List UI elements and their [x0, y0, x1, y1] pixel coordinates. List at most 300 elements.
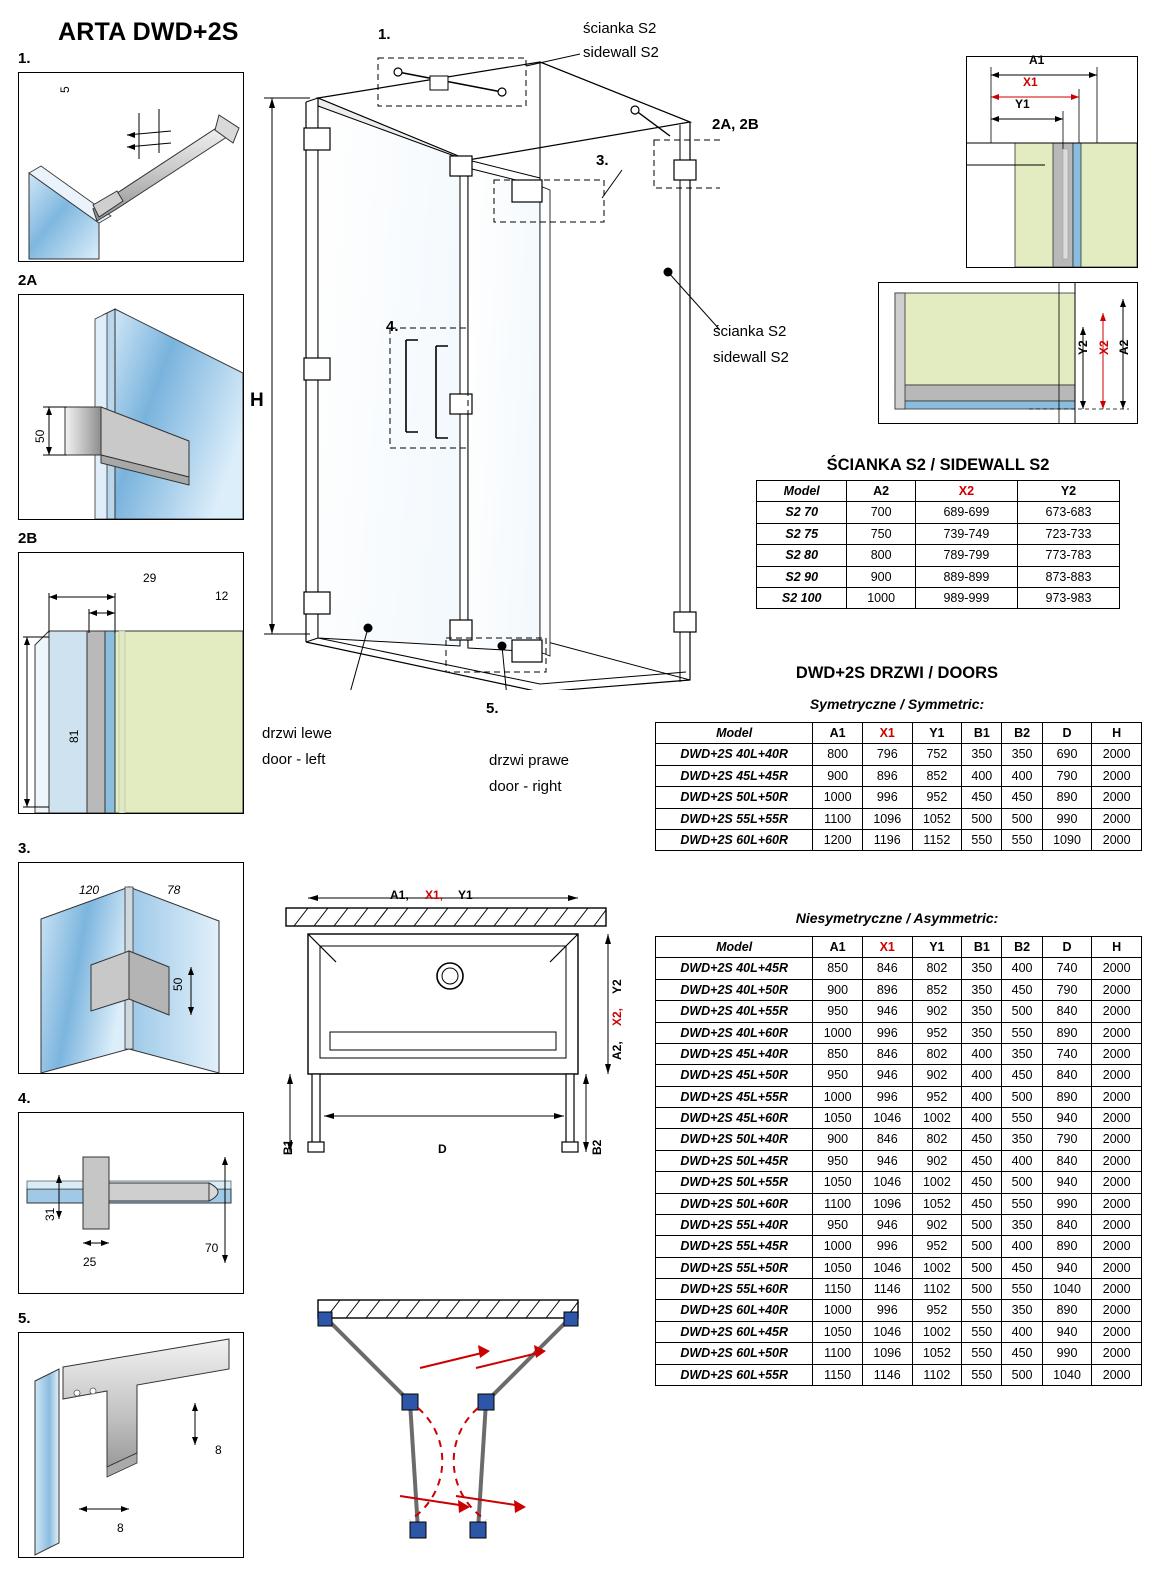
cell-value: 1152 — [912, 829, 962, 850]
col-y2: Y2 — [1017, 481, 1119, 502]
table-row — [656, 1321, 1142, 1342]
cell-value: 1146 — [862, 1364, 912, 1385]
table-row — [656, 1257, 1142, 1278]
cell-value: 890 — [1042, 1300, 1092, 1321]
cell-value: 990 — [1042, 1193, 1092, 1214]
col-b1: B1 — [962, 937, 1002, 958]
cell-value: 2000 — [1092, 979, 1142, 1000]
cell-value: 450 — [962, 1129, 1002, 1150]
cell-value: 500 — [1002, 1172, 1042, 1193]
detail-2a-number: 2A — [18, 272, 38, 289]
cell-value: 450 — [962, 1172, 1002, 1193]
cell-model: DWD+2S 60L+50R — [656, 1343, 813, 1364]
cell-value: 350 — [962, 744, 1002, 765]
col-h: H — [1092, 937, 1142, 958]
cell-value: 400 — [1002, 1321, 1042, 1342]
cell-value: 952 — [912, 1022, 962, 1043]
cell-model: DWD+2S 55L+50R — [656, 1257, 813, 1278]
cell-model: DWD+2S 60L+55R — [656, 1364, 813, 1385]
corner-dim-A2: A2 — [1117, 339, 1131, 355]
detail-2b-number: 2B — [18, 530, 38, 547]
table-row — [757, 545, 1120, 566]
cell-value: 1090 — [1042, 829, 1092, 850]
cell-value: 2000 — [1092, 1236, 1142, 1257]
cell-value: 2000 — [1092, 1172, 1142, 1193]
cell-value: 840 — [1042, 1150, 1092, 1171]
cell-model: DWD+2S 50L+60R — [656, 1193, 813, 1214]
cell-value: 500 — [962, 1236, 1002, 1257]
cell-value: 2000 — [1092, 1300, 1142, 1321]
cell-value: 500 — [962, 1214, 1002, 1235]
cell-model: DWD+2S 40L+45R — [656, 958, 813, 979]
cell-model: DWD+2S 40L+50R — [656, 979, 813, 1000]
cell-model: DWD+2S 40L+40R — [656, 744, 813, 765]
cell-value: 1002 — [912, 1321, 962, 1342]
cell-model: DWD+2S 60L+40R — [656, 1300, 813, 1321]
table-row — [656, 1172, 1142, 1193]
cell-value: 689-699 — [915, 502, 1017, 523]
cell-value: 500 — [1002, 808, 1042, 829]
cell-value: 1000 — [847, 587, 915, 608]
table-row — [656, 1279, 1142, 1300]
cell-value: 1046 — [862, 1321, 912, 1342]
cell-value: 1052 — [912, 808, 962, 829]
cell-value: 1000 — [813, 1300, 863, 1321]
detail-4-dim-31: 31 — [43, 1207, 57, 1221]
cell-value: 750 — [847, 523, 915, 544]
cell-value: 940 — [1042, 1108, 1092, 1129]
cell-value: 950 — [813, 1001, 863, 1022]
detail-3-dim-78: 78 — [167, 883, 181, 897]
cell-value: 846 — [862, 958, 912, 979]
detail-3-dim-50: 50 — [171, 977, 185, 991]
cell-value: 802 — [912, 958, 962, 979]
door-left-label-pl: drzwi lewe — [262, 725, 333, 742]
cell-value: 950 — [813, 1150, 863, 1171]
cell-value: 1100 — [813, 1343, 863, 1364]
col-a1: A1 — [813, 723, 863, 744]
cell-value: 840 — [1042, 1065, 1092, 1086]
cell-value: 1050 — [813, 1172, 863, 1193]
cell-value: 1000 — [813, 1086, 863, 1107]
cell-value: 1096 — [862, 808, 912, 829]
table-row — [656, 1065, 1142, 1086]
cell-model: DWD+2S 55L+60R — [656, 1279, 813, 1300]
cell-value: 350 — [962, 979, 1002, 1000]
cell-value: 952 — [912, 1086, 962, 1107]
cell-value: 550 — [962, 1343, 1002, 1364]
cell-value: 900 — [813, 765, 863, 786]
table-row — [656, 1364, 1142, 1385]
cell-value: 2000 — [1092, 787, 1142, 808]
table-row — [656, 1108, 1142, 1129]
plan-dim-X1: X1, — [425, 888, 444, 902]
cell-model: DWD+2S 50L+55R — [656, 1172, 813, 1193]
sidewall-table-heading: ŚCIANKA S2 / SIDEWALL S2 — [826, 456, 1050, 474]
cell-model: DWD+2S 50L+45R — [656, 1150, 813, 1171]
cell-value: 846 — [862, 1043, 912, 1064]
cell-value: 2000 — [1092, 1214, 1142, 1235]
cell-model: DWD+2S 45L+60R — [656, 1108, 813, 1129]
cell-value: 2000 — [1092, 1321, 1142, 1342]
cell-value: 952 — [912, 1300, 962, 1321]
cell-value: 996 — [862, 1022, 912, 1043]
cell-value: 1002 — [912, 1108, 962, 1129]
cell-value: 1046 — [862, 1257, 912, 1278]
cell-value: 1102 — [912, 1364, 962, 1385]
cell-model: DWD+2S 45L+40R — [656, 1043, 813, 1064]
cell-model: DWD+2S 55L+40R — [656, 1214, 813, 1235]
cell-value: 450 — [1002, 1065, 1042, 1086]
corner-detail-side-panel — [878, 282, 1138, 424]
cell-value: 1000 — [813, 1022, 863, 1043]
cell-value: 500 — [1002, 1364, 1042, 1385]
cell-value: 2000 — [1092, 1364, 1142, 1385]
doors-asymmetric-table — [655, 936, 1142, 1386]
cell-value: 846 — [862, 1129, 912, 1150]
cell-value: 450 — [1002, 979, 1042, 1000]
cell-value: 2000 — [1092, 1022, 1142, 1043]
cell-model: DWD+2S 50L+50R — [656, 787, 813, 808]
cell-value: 789-799 — [915, 545, 1017, 566]
cell-value: 1146 — [862, 1279, 912, 1300]
cell-value: 940 — [1042, 1257, 1092, 1278]
cell-value: 2000 — [1092, 1108, 1142, 1129]
cell-value: 946 — [862, 1214, 912, 1235]
cell-value: 740 — [1042, 1043, 1092, 1064]
cell-value: 550 — [962, 1300, 1002, 1321]
plan-dim-B2: B2 — [590, 1139, 604, 1155]
sidewall-right-label-pl: ścianka S2 — [713, 323, 787, 340]
cell-value: 550 — [1002, 1279, 1042, 1300]
col-b2: B2 — [1002, 723, 1042, 744]
cell-value: 1196 — [862, 829, 912, 850]
cell-model: S2 100 — [757, 587, 847, 608]
cell-model: S2 80 — [757, 545, 847, 566]
col-x1: X1 — [862, 937, 912, 958]
cell-value: 1096 — [862, 1343, 912, 1364]
door-left-label-en: door - left — [262, 751, 326, 768]
door-swing-diagram — [290, 1290, 630, 1570]
cell-value: 350 — [962, 958, 1002, 979]
cell-value: 1150 — [813, 1364, 863, 1385]
table-row — [656, 765, 1142, 786]
table-row — [656, 829, 1142, 850]
dimension-H-label: H — [250, 390, 264, 411]
col-x1: X1 — [862, 723, 912, 744]
cell-value: 673-683 — [1017, 502, 1119, 523]
cell-value: 873-883 — [1017, 566, 1119, 587]
cell-value: 890 — [1042, 1022, 1092, 1043]
cell-value: 350 — [1002, 1043, 1042, 1064]
cell-value: 1052 — [912, 1193, 962, 1214]
cell-model: DWD+2S 45L+50R — [656, 1065, 813, 1086]
plan-dim-Y1: Y1 — [458, 888, 473, 902]
cell-value: 900 — [813, 1129, 863, 1150]
main-callout-2a2b: 2A, 2B — [712, 116, 759, 133]
cell-value: 550 — [1002, 829, 1042, 850]
cell-model: DWD+2S 55L+55R — [656, 808, 813, 829]
cell-value: 790 — [1042, 1129, 1092, 1150]
cell-value: 1100 — [813, 1193, 863, 1214]
cell-value: 896 — [862, 979, 912, 1000]
corner-detail-top-panel — [966, 53, 1138, 268]
cell-value: 2000 — [1092, 1343, 1142, 1364]
cell-value: 550 — [962, 1364, 1002, 1385]
table-row — [656, 1236, 1142, 1257]
table-row — [656, 979, 1142, 1000]
cell-model: DWD+2S 40L+55R — [656, 1001, 813, 1022]
cell-value: 1040 — [1042, 1364, 1092, 1385]
cell-value: 350 — [1002, 744, 1042, 765]
cell-value: 890 — [1042, 787, 1092, 808]
cell-value: 740 — [1042, 958, 1092, 979]
table-row — [757, 523, 1120, 544]
cell-value: 400 — [962, 1086, 1002, 1107]
page-title: ARTA DWD+2S — [58, 18, 239, 46]
table-row — [757, 566, 1120, 587]
cell-model: DWD+2S 45L+55R — [656, 1086, 813, 1107]
detail-5-panel — [18, 1332, 244, 1558]
cell-value: 990 — [1042, 808, 1092, 829]
col-d: D — [1042, 937, 1092, 958]
cell-value: 400 — [1002, 1236, 1042, 1257]
doors-symmetric-heading: Symetryczne / Symmetric: — [809, 696, 985, 712]
cell-value: 2000 — [1092, 744, 1142, 765]
cell-value: 400 — [962, 1043, 1002, 1064]
cell-value: 2000 — [1092, 1257, 1142, 1278]
cell-value: 500 — [1002, 1086, 1042, 1107]
cell-value: 500 — [962, 1257, 1002, 1278]
cell-value: 989-999 — [915, 587, 1017, 608]
cell-value: 889-899 — [915, 566, 1017, 587]
cell-value: 902 — [912, 1001, 962, 1022]
cell-value: 902 — [912, 1150, 962, 1171]
plan-dim-Y2: Y2 — [610, 979, 624, 994]
doors-table-heading: DWD+2S DRZWI / DOORS — [795, 664, 999, 682]
detail-2b-dim-81: 81 — [67, 729, 81, 743]
cell-value: 946 — [862, 1065, 912, 1086]
doors-asymmetric-heading: Niesymetryczne / Asymmetric: — [795, 910, 999, 926]
cell-value: 550 — [962, 1321, 1002, 1342]
cell-value: 690 — [1042, 744, 1092, 765]
plan-dim-D: D — [438, 1142, 447, 1156]
detail-3-dim-120: 120 — [79, 883, 100, 897]
main-enclosure-drawing — [250, 40, 720, 690]
cell-value: 400 — [1002, 765, 1042, 786]
cell-value: 500 — [1002, 1001, 1042, 1022]
sidewall-table — [756, 480, 1120, 609]
cell-model: S2 90 — [757, 566, 847, 587]
door-right-label-en: door - right — [489, 778, 562, 795]
cell-value: 852 — [912, 765, 962, 786]
col-b1: B1 — [962, 723, 1002, 744]
cell-value: 450 — [962, 1150, 1002, 1171]
col-y1: Y1 — [912, 723, 962, 744]
plan-dim-B1: B1 — [281, 1139, 295, 1155]
cell-value: 790 — [1042, 765, 1092, 786]
cell-model: DWD+2S 50L+40R — [656, 1129, 813, 1150]
cell-value: 723-733 — [1017, 523, 1119, 544]
cell-value: 950 — [813, 1065, 863, 1086]
table-row — [757, 587, 1120, 608]
cell-value: 902 — [912, 1065, 962, 1086]
cell-value: 752 — [912, 744, 962, 765]
cell-value: 900 — [847, 566, 915, 587]
cell-value: 952 — [912, 1236, 962, 1257]
cell-value: 450 — [1002, 787, 1042, 808]
table-row — [656, 1343, 1142, 1364]
cell-model: DWD+2S 60L+60R — [656, 829, 813, 850]
cell-value: 1046 — [862, 1108, 912, 1129]
detail-2b-panel — [18, 552, 244, 814]
sidewall-top-label-pl: ścianka S2 — [583, 20, 657, 37]
cell-value: 890 — [1042, 1236, 1092, 1257]
cell-value: 1200 — [813, 829, 863, 850]
cell-value: 550 — [962, 829, 1002, 850]
main-callout-4: 4. — [386, 318, 399, 335]
cell-value: 1000 — [813, 1236, 863, 1257]
plan-dim-X2: X2, — [610, 1007, 624, 1026]
table-row — [757, 502, 1120, 523]
cell-model: DWD+2S 55L+45R — [656, 1236, 813, 1257]
cell-value: 400 — [1002, 1150, 1042, 1171]
cell-value: 450 — [962, 787, 1002, 808]
cell-value: 1002 — [912, 1257, 962, 1278]
cell-value: 1050 — [813, 1321, 863, 1342]
corner-dim-Y1: Y1 — [1015, 97, 1030, 111]
col-x2: X2 — [915, 481, 1017, 502]
cell-value: 1100 — [813, 808, 863, 829]
cell-value: 940 — [1042, 1321, 1092, 1342]
detail-2a-panel — [18, 294, 244, 520]
cell-value: 1046 — [862, 1172, 912, 1193]
cell-value: 2000 — [1092, 808, 1142, 829]
corner-dim-X2: X2 — [1097, 340, 1111, 355]
cell-value: 1002 — [912, 1172, 962, 1193]
cell-value: 1050 — [813, 1257, 863, 1278]
corner-dim-Y2: Y2 — [1076, 340, 1090, 355]
cell-value: 350 — [1002, 1300, 1042, 1321]
col-a2: A2 — [847, 481, 915, 502]
cell-value: 800 — [847, 545, 915, 566]
detail-1-number: 1. — [18, 50, 31, 67]
cell-value: 1000 — [813, 787, 863, 808]
corner-dim-A1: A1 — [1029, 53, 1045, 67]
cell-value: 1052 — [912, 1343, 962, 1364]
table-row — [656, 1001, 1142, 1022]
cell-model: S2 75 — [757, 523, 847, 544]
cell-value: 1050 — [813, 1108, 863, 1129]
main-callout-1: 1. — [378, 26, 391, 43]
col-b2: B2 — [1002, 937, 1042, 958]
detail-5-dim-8b: 8 — [117, 1521, 124, 1535]
table-row — [656, 1129, 1142, 1150]
cell-value: 400 — [962, 1065, 1002, 1086]
cell-value: 940 — [1042, 1172, 1092, 1193]
cell-value: 450 — [1002, 1257, 1042, 1278]
cell-value: 902 — [912, 1214, 962, 1235]
sidewall-top-label-en: sidewall S2 — [583, 44, 659, 61]
cell-value: 2000 — [1092, 765, 1142, 786]
cell-value: 350 — [1002, 1214, 1042, 1235]
detail-2b-dim-12: 12 — [215, 589, 229, 603]
cell-value: 996 — [862, 787, 912, 808]
table-row — [656, 1022, 1142, 1043]
cell-value: 802 — [912, 1043, 962, 1064]
cell-value: 350 — [1002, 1129, 1042, 1150]
cell-value: 2000 — [1092, 1193, 1142, 1214]
cell-value: 946 — [862, 1001, 912, 1022]
main-callout-5: 5. — [486, 700, 499, 717]
detail-4-number: 4. — [18, 1090, 31, 1107]
detail-3-panel — [18, 862, 244, 1074]
col-y1: Y1 — [912, 937, 962, 958]
cell-model: S2 70 — [757, 502, 847, 523]
cell-value: 996 — [862, 1300, 912, 1321]
cell-value: 890 — [1042, 1086, 1092, 1107]
cell-value: 400 — [1002, 958, 1042, 979]
cell-value: 700 — [847, 502, 915, 523]
cell-value: 852 — [912, 979, 962, 1000]
cell-value: 350 — [962, 1001, 1002, 1022]
table-row — [656, 1214, 1142, 1235]
cell-value: 2000 — [1092, 829, 1142, 850]
plan-dim-A1: A1, — [390, 888, 409, 902]
cell-value: 790 — [1042, 979, 1092, 1000]
table-row — [656, 808, 1142, 829]
cell-value: 1150 — [813, 1279, 863, 1300]
cell-value: 950 — [813, 1214, 863, 1235]
col-a1: A1 — [813, 937, 863, 958]
cell-value: 350 — [962, 1022, 1002, 1043]
cell-value: 400 — [962, 1108, 1002, 1129]
cell-value: 739-749 — [915, 523, 1017, 544]
cell-value: 450 — [1002, 1343, 1042, 1364]
table-row — [656, 1086, 1142, 1107]
table-header-row — [757, 481, 1120, 502]
col-model: Model — [656, 937, 813, 958]
col-model: Model — [757, 481, 847, 502]
table-row — [656, 744, 1142, 765]
cell-value: 550 — [1002, 1193, 1042, 1214]
cell-value: 2000 — [1092, 1279, 1142, 1300]
table-header-row — [656, 723, 1142, 744]
detail-3-number: 3. — [18, 840, 31, 857]
cell-value: 550 — [1002, 1108, 1042, 1129]
cell-value: 1102 — [912, 1279, 962, 1300]
cell-value: 450 — [962, 1193, 1002, 1214]
cell-value: 2000 — [1092, 1086, 1142, 1107]
cell-value: 850 — [813, 1043, 863, 1064]
table-row — [656, 1043, 1142, 1064]
cell-value: 996 — [862, 1236, 912, 1257]
cell-value: 850 — [813, 958, 863, 979]
cell-value: 2000 — [1092, 1129, 1142, 1150]
cell-value: 996 — [862, 1086, 912, 1107]
cell-value: 796 — [862, 744, 912, 765]
detail-4-dim-25: 25 — [83, 1255, 97, 1269]
cell-value: 840 — [1042, 1001, 1092, 1022]
table-header-row — [656, 937, 1142, 958]
cell-value: 500 — [962, 1279, 1002, 1300]
door-right-label-pl: drzwi prawe — [489, 752, 570, 769]
cell-model: DWD+2S 60L+45R — [656, 1321, 813, 1342]
detail-1-dim-5: 5 — [58, 86, 72, 93]
cell-model: DWD+2S 40L+60R — [656, 1022, 813, 1043]
table-row — [656, 1150, 1142, 1171]
cell-value: 2000 — [1092, 1065, 1142, 1086]
